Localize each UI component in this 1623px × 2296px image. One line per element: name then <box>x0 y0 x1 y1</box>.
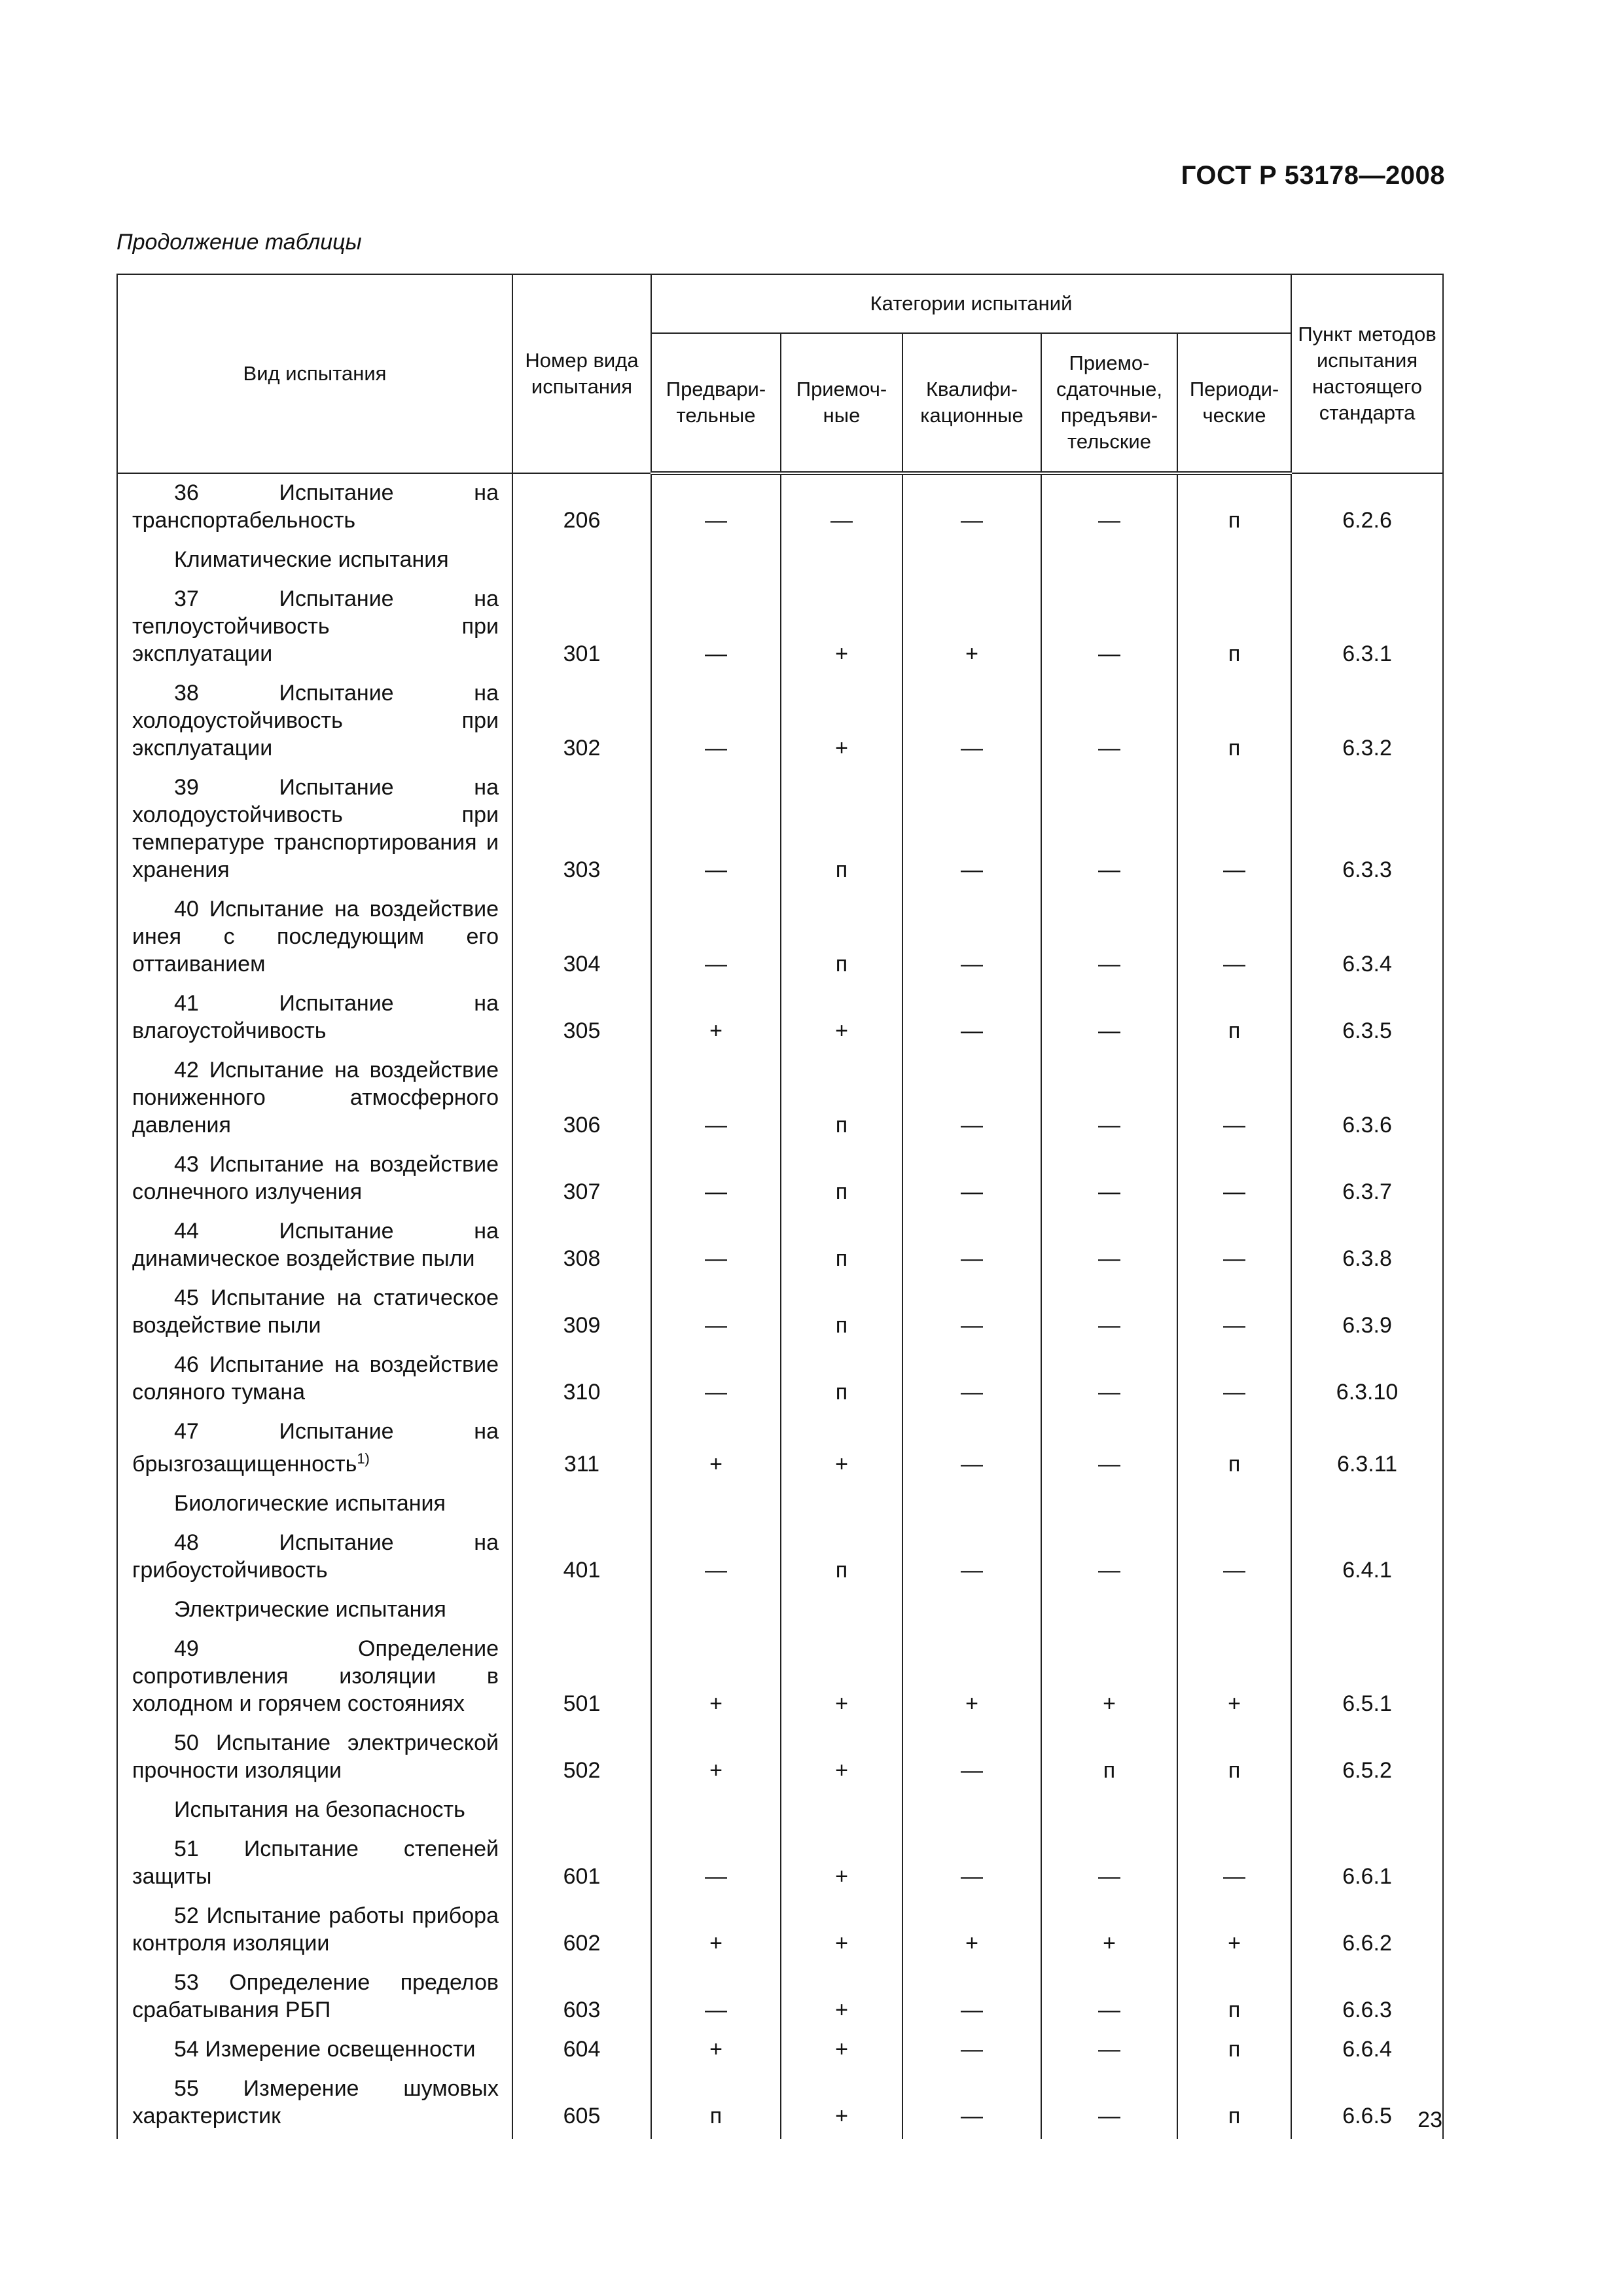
cell-test-number: 303 <box>512 768 651 890</box>
cell-qualification: — <box>902 1524 1041 1590</box>
test-name-text: 43 Испытание на воздействие солнечного излучения <box>132 1152 499 1204</box>
empty-cell <box>651 1590 781 1630</box>
cell-test-number: 602 <box>512 1897 651 1964</box>
cell-test-number: 605 <box>512 2070 651 2139</box>
cell-periodic: п <box>1177 2030 1291 2070</box>
cell-qualification: — <box>902 1346 1041 1412</box>
test-name-text: 48 Испытание на грибоустойчивость <box>132 1530 499 1583</box>
cell-test-number: 604 <box>512 2030 651 2070</box>
cell-clause: 6.6.5 <box>1291 2070 1443 2139</box>
table-row <box>117 1279 1443 1346</box>
test-name-text: 40 Испытание на воздействие инея с последующим его оттаиванием <box>132 897 499 977</box>
table-row <box>117 1051 1443 1145</box>
cell-clause: 6.3.2 <box>1291 674 1443 768</box>
cell-test-name <box>117 1279 512 1346</box>
cell-periodic: п <box>1177 1412 1291 1484</box>
cell-preliminary: — <box>651 1279 781 1346</box>
empty-cell <box>512 1484 651 1524</box>
cell-qualification: — <box>902 674 1041 768</box>
cell-acceptance: — <box>781 473 902 541</box>
cell-acceptance: + <box>781 1724 902 1791</box>
table-row <box>117 1964 1443 2030</box>
cell-acceptance: + <box>781 2030 902 2070</box>
cell-qualification: — <box>902 2070 1041 2139</box>
cell-qualification: — <box>902 768 1041 890</box>
cell-preliminary: — <box>651 1051 781 1145</box>
table-row <box>117 1524 1443 1590</box>
test-name-text: 45 Испытание на статическое воздействие пыли <box>132 1285 499 1338</box>
empty-cell <box>1177 541 1291 580</box>
footnote-mark: 1) <box>357 1450 370 1467</box>
cell-clause: 6.3.9 <box>1291 1279 1443 1346</box>
section-title: Испытания на безопасность <box>117 1791 512 1830</box>
cell-qualification: — <box>902 890 1041 984</box>
cell-preliminary: — <box>651 1524 781 1590</box>
empty-cell <box>902 541 1041 580</box>
cell-clause: 6.3.6 <box>1291 1051 1443 1145</box>
test-name-text: 46 Испытание на воздействие соляного тумана <box>132 1352 499 1405</box>
test-name-text: 41 Испытание на влагоустойчивость <box>132 991 499 1043</box>
cell-preliminary: — <box>651 1964 781 2030</box>
cell-periodic: п <box>1177 1964 1291 2030</box>
test-name-text: 38 Испытание на холодоустойчивость при эксплуатации <box>132 681 499 761</box>
empty-cell <box>1291 1590 1443 1630</box>
cell-clause: 6.3.3 <box>1291 768 1443 890</box>
cell-qualification: — <box>902 1964 1041 2030</box>
cell-handover: + <box>1041 1630 1177 1724</box>
cell-handover: + <box>1041 1897 1177 1964</box>
test-name-text: 47 Испытание на брызгозащищенность <box>132 1419 499 1477</box>
cell-qualification: — <box>902 1279 1041 1346</box>
table-row <box>117 1897 1443 1964</box>
header-cat-qualification: Квалифи-кационные <box>902 333 1041 473</box>
section-row <box>117 1590 1443 1630</box>
empty-cell <box>781 1484 902 1524</box>
cell-periodic: — <box>1177 1830 1291 1897</box>
table-caption: Продолжение таблицы <box>116 230 362 255</box>
header-categories: Категории испытаний <box>651 274 1291 333</box>
empty-cell <box>651 1484 781 1524</box>
cell-test-name <box>117 1964 512 2030</box>
cell-preliminary: — <box>651 1830 781 1897</box>
cell-test-name <box>117 1524 512 1590</box>
empty-cell <box>1291 1791 1443 1830</box>
cell-preliminary: + <box>651 1897 781 1964</box>
cell-preliminary: — <box>651 890 781 984</box>
cell-periodic: — <box>1177 890 1291 984</box>
table-row <box>117 890 1443 984</box>
cell-clause: 6.3.11 <box>1291 1412 1443 1484</box>
cell-test-name <box>117 1051 512 1145</box>
section-row <box>117 1791 1443 1830</box>
test-name-text: 44 Испытание на динамическое воздействие пыли <box>132 1219 499 1271</box>
cell-test-number: 206 <box>512 473 651 541</box>
cell-periodic: — <box>1177 1212 1291 1279</box>
cell-handover: — <box>1041 768 1177 890</box>
cell-qualification: + <box>902 580 1041 674</box>
cell-handover: — <box>1041 1051 1177 1145</box>
cell-handover: — <box>1041 674 1177 768</box>
cell-clause: 6.6.2 <box>1291 1897 1443 1964</box>
cell-test-name <box>117 2030 512 2070</box>
cell-handover: — <box>1041 473 1177 541</box>
empty-cell <box>1041 541 1177 580</box>
cell-preliminary: + <box>651 1630 781 1724</box>
header-test-type: Вид испытания <box>117 274 512 473</box>
table-body <box>117 473 1443 2139</box>
cell-test-name <box>117 1145 512 1212</box>
empty-cell <box>512 1590 651 1630</box>
cell-periodic: — <box>1177 1145 1291 1212</box>
cell-acceptance: п <box>781 1051 902 1145</box>
cell-preliminary: + <box>651 1724 781 1791</box>
header-cat-acceptance: Приемоч-ные <box>781 333 902 473</box>
cell-preliminary: — <box>651 473 781 541</box>
empty-cell <box>1291 541 1443 580</box>
empty-cell <box>1041 1484 1177 1524</box>
cell-clause: 6.6.3 <box>1291 1964 1443 2030</box>
cell-clause: 6.3.5 <box>1291 984 1443 1051</box>
cell-clause: 6.2.6 <box>1291 473 1443 541</box>
empty-cell <box>902 1791 1041 1830</box>
cell-periodic: п <box>1177 674 1291 768</box>
cell-periodic: + <box>1177 1630 1291 1724</box>
cell-preliminary: п <box>651 2070 781 2139</box>
cell-clause: 6.4.1 <box>1291 1524 1443 1590</box>
cell-handover: — <box>1041 1212 1177 1279</box>
cell-test-number: 603 <box>512 1964 651 2030</box>
cell-handover: — <box>1041 1830 1177 1897</box>
cell-clause: 6.6.1 <box>1291 1830 1443 1897</box>
cell-test-name <box>117 890 512 984</box>
table-row <box>117 674 1443 768</box>
table-row <box>117 473 1443 541</box>
cell-test-number: 308 <box>512 1212 651 1279</box>
cell-preliminary: — <box>651 580 781 674</box>
cell-acceptance: + <box>781 2070 902 2139</box>
cell-acceptance: п <box>781 890 902 984</box>
cell-preliminary: — <box>651 1346 781 1412</box>
section-row <box>117 541 1443 580</box>
cell-clause: 6.3.10 <box>1291 1346 1443 1412</box>
cell-acceptance: п <box>781 1346 902 1412</box>
cell-acceptance: + <box>781 984 902 1051</box>
cell-test-name <box>117 473 512 541</box>
cell-periodic: — <box>1177 1279 1291 1346</box>
cell-qualification: — <box>902 984 1041 1051</box>
table-row <box>117 580 1443 674</box>
cell-periodic: — <box>1177 1346 1291 1412</box>
cell-periodic: — <box>1177 1051 1291 1145</box>
empty-cell <box>1177 1484 1291 1524</box>
test-name-text: 53 Определение пределов срабатывания РБП <box>132 1970 499 2023</box>
cell-acceptance: п <box>781 1212 902 1279</box>
cell-periodic: — <box>1177 768 1291 890</box>
cell-handover: п <box>1041 1724 1177 1791</box>
cell-clause: 6.3.4 <box>1291 890 1443 984</box>
cell-handover: — <box>1041 1346 1177 1412</box>
cell-acceptance: п <box>781 768 902 890</box>
cell-test-name <box>117 2070 512 2139</box>
table-row <box>117 1830 1443 1897</box>
empty-cell <box>902 1484 1041 1524</box>
empty-cell <box>1177 1791 1291 1830</box>
header-test-number: Номер вида испытания <box>512 274 651 473</box>
header-cat-handover: Приемо-сдаточные, предъяви-тельские <box>1041 333 1177 473</box>
empty-cell <box>902 1590 1041 1630</box>
table-row <box>117 1724 1443 1791</box>
cell-periodic: п <box>1177 984 1291 1051</box>
cell-test-name <box>117 1897 512 1964</box>
cell-acceptance: + <box>781 1897 902 1964</box>
test-name-text: 50 Испытание электрической прочности изоляции <box>132 1731 499 1784</box>
table-row <box>117 768 1443 890</box>
cell-periodic: п <box>1177 473 1291 541</box>
test-name-text: 36 Испытание на транспортабельность <box>132 480 499 533</box>
cell-periodic: п <box>1177 580 1291 674</box>
test-name-text: 42 Испытание на воздействие пониженного атмосферного давления <box>132 1058 499 1138</box>
cell-test-number: 302 <box>512 674 651 768</box>
cell-acceptance: + <box>781 1964 902 2030</box>
empty-cell <box>651 1791 781 1830</box>
cell-test-name <box>117 768 512 890</box>
cell-preliminary: — <box>651 674 781 768</box>
test-name-text: 55 Измерение шумовых характеристик <box>132 2076 499 2129</box>
header-cat-preliminary: Предвари-тельные <box>651 333 781 473</box>
cell-qualification: — <box>902 2030 1041 2070</box>
table-row <box>117 984 1443 1051</box>
cell-qualification: + <box>902 1630 1041 1724</box>
cell-qualification: — <box>902 473 1041 541</box>
empty-cell <box>1041 1791 1177 1830</box>
cell-test-number: 305 <box>512 984 651 1051</box>
cell-test-number: 310 <box>512 1346 651 1412</box>
empty-cell <box>781 541 902 580</box>
cell-acceptance: п <box>781 1145 902 1212</box>
cell-clause: 6.6.4 <box>1291 2030 1443 2070</box>
page-number: 23 <box>1418 2108 1442 2132</box>
cell-qualification: — <box>902 1412 1041 1484</box>
cell-qualification: — <box>902 1830 1041 1897</box>
cell-qualification: — <box>902 1145 1041 1212</box>
cell-handover: — <box>1041 1524 1177 1590</box>
cell-test-name <box>117 1346 512 1412</box>
cell-test-number: 301 <box>512 580 651 674</box>
cell-handover: — <box>1041 2070 1177 2139</box>
cell-test-number: 304 <box>512 890 651 984</box>
cell-handover: — <box>1041 984 1177 1051</box>
cell-handover: — <box>1041 1964 1177 2030</box>
section-row <box>117 1484 1443 1524</box>
cell-test-number: 501 <box>512 1630 651 1724</box>
cell-acceptance: + <box>781 1830 902 1897</box>
test-name-text: 52 Испытание работы прибора контроля изоляции <box>132 1903 499 1956</box>
cell-test-name <box>117 580 512 674</box>
cell-handover: — <box>1041 580 1177 674</box>
cell-qualification: — <box>902 1212 1041 1279</box>
table-row <box>117 1346 1443 1412</box>
cell-periodic: — <box>1177 1524 1291 1590</box>
cell-handover: — <box>1041 1279 1177 1346</box>
empty-cell <box>1177 1590 1291 1630</box>
cell-clause: 6.3.1 <box>1291 580 1443 674</box>
cell-acceptance: п <box>781 1524 902 1590</box>
document-code: ГОСТ Р 53178—2008 <box>1181 161 1445 190</box>
cell-test-number: 309 <box>512 1279 651 1346</box>
cell-handover: — <box>1041 1412 1177 1484</box>
section-title: Электрические испытания <box>117 1590 512 1630</box>
cell-periodic: п <box>1177 1724 1291 1791</box>
cell-qualification: + <box>902 1897 1041 1964</box>
tests-table <box>116 274 1444 2139</box>
section-title: Биологические испытания <box>117 1484 512 1524</box>
test-name-text: 54 Измерение освещенности <box>174 2037 476 2062</box>
cell-clause: 6.3.8 <box>1291 1212 1443 1279</box>
header-cat-periodic: Периоди-ческие <box>1177 333 1291 473</box>
cell-test-number: 307 <box>512 1145 651 1212</box>
table-row <box>117 1412 1443 1484</box>
cell-acceptance: + <box>781 1412 902 1484</box>
cell-test-name <box>117 674 512 768</box>
test-name-text: 49 Определение сопротивления изоляции в холодном и горячем состояниях <box>132 1636 499 1717</box>
cell-test-number: 502 <box>512 1724 651 1791</box>
cell-test-name <box>117 1830 512 1897</box>
cell-test-number: 401 <box>512 1524 651 1590</box>
empty-cell <box>651 541 781 580</box>
empty-cell <box>781 1590 902 1630</box>
cell-test-number: 601 <box>512 1830 651 1897</box>
cell-acceptance: + <box>781 580 902 674</box>
cell-clause: 6.5.1 <box>1291 1630 1443 1724</box>
cell-preliminary: + <box>651 1412 781 1484</box>
cell-acceptance: + <box>781 674 902 768</box>
table-row <box>117 2030 1443 2070</box>
cell-periodic: п <box>1177 2070 1291 2139</box>
cell-preliminary: — <box>651 1145 781 1212</box>
cell-preliminary: — <box>651 768 781 890</box>
empty-cell <box>1041 1590 1177 1630</box>
table-row <box>117 1630 1443 1724</box>
cell-test-name <box>117 1412 512 1484</box>
cell-test-name <box>117 1724 512 1791</box>
cell-preliminary: + <box>651 984 781 1051</box>
test-name-text: 51 Испытание степеней защиты <box>132 1837 499 1890</box>
cell-periodic: + <box>1177 1897 1291 1964</box>
empty-cell <box>512 1791 651 1830</box>
cell-handover: — <box>1041 890 1177 984</box>
cell-test-number: 311 <box>512 1412 651 1484</box>
section-title: Климатические испытания <box>117 541 512 580</box>
cell-acceptance: п <box>781 1279 902 1346</box>
table-row <box>117 1212 1443 1279</box>
cell-acceptance: + <box>781 1630 902 1724</box>
cell-test-name <box>117 1212 512 1279</box>
cell-preliminary: — <box>651 1212 781 1279</box>
cell-clause: 6.3.7 <box>1291 1145 1443 1212</box>
header-clause: Пункт методов испытания настоящего стандарта <box>1291 274 1443 473</box>
table-row <box>117 1145 1443 1212</box>
cell-test-name <box>117 984 512 1051</box>
cell-qualification: — <box>902 1051 1041 1145</box>
empty-cell <box>781 1791 902 1830</box>
table-row <box>117 2070 1443 2139</box>
cell-handover: — <box>1041 1145 1177 1212</box>
empty-cell <box>1291 1484 1443 1524</box>
cell-test-name <box>117 1630 512 1724</box>
test-name-text: 37 Испытание на теплоустойчивость при эксплуатации <box>132 586 499 666</box>
cell-preliminary: + <box>651 2030 781 2070</box>
cell-handover: — <box>1041 2030 1177 2070</box>
cell-clause: 6.5.2 <box>1291 1724 1443 1791</box>
cell-qualification: — <box>902 1724 1041 1791</box>
cell-test-number: 306 <box>512 1051 651 1145</box>
empty-cell <box>512 541 651 580</box>
test-name-text: 39 Испытание на холодоустойчивость при температуре транспортирования и хранения <box>132 775 499 882</box>
